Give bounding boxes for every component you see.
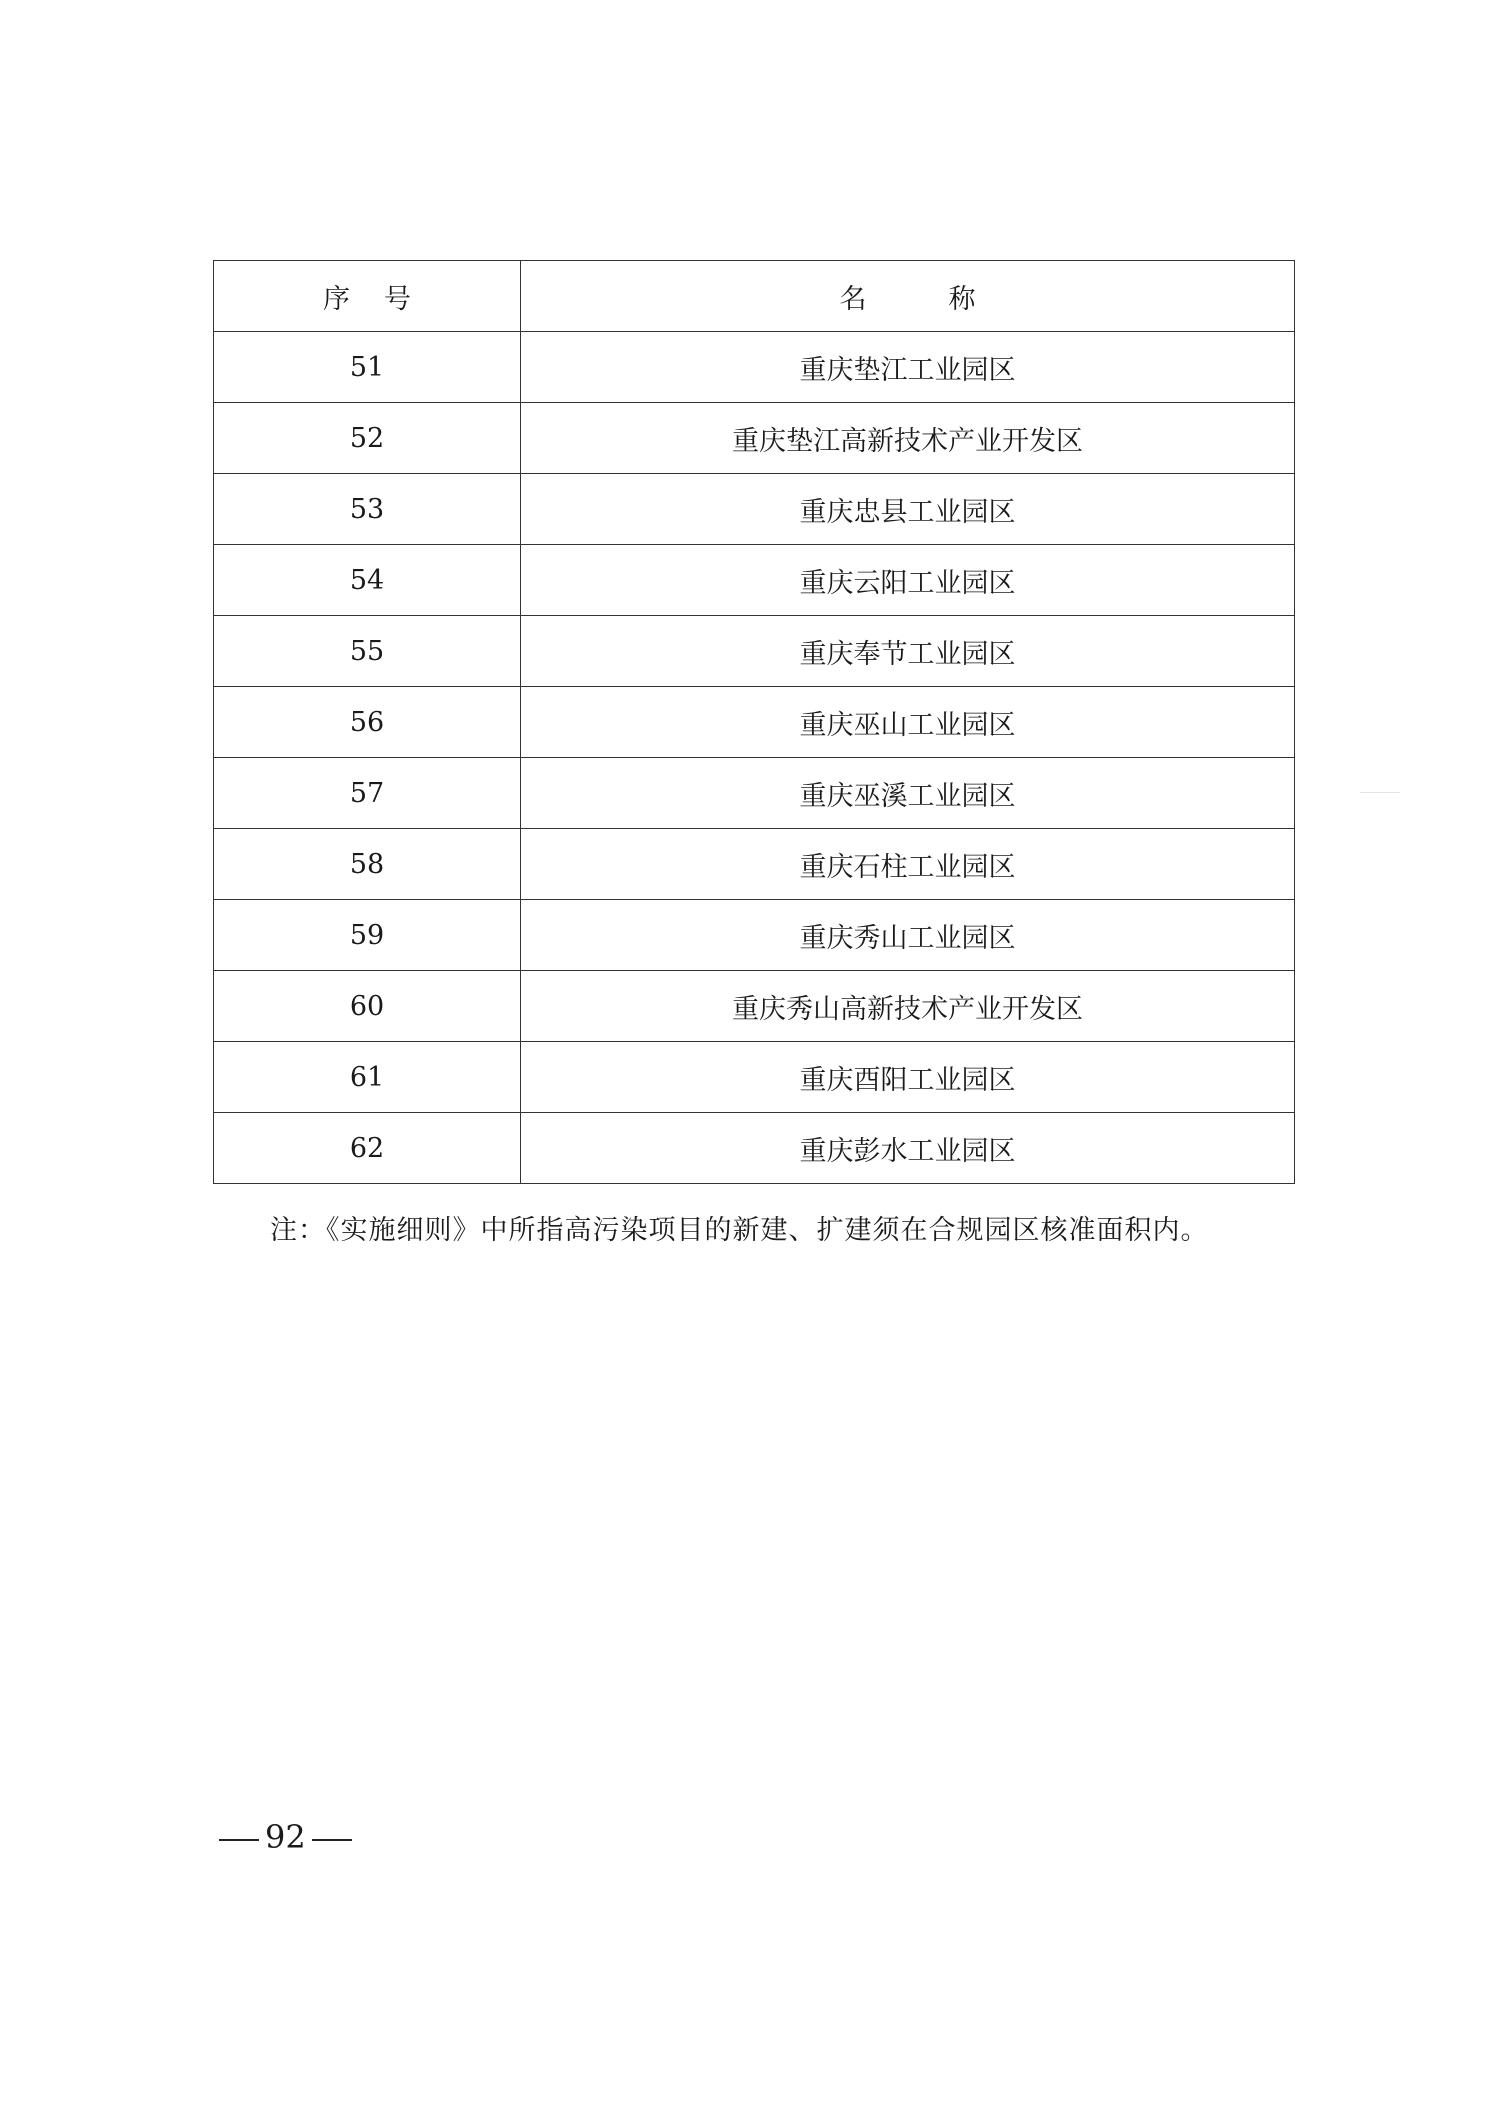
table-row [214, 687, 1295, 758]
row-number: 60 [214, 971, 521, 1042]
park-name: 重庆垫江工业园区 [521, 332, 1295, 403]
row-number: 59 [214, 900, 521, 971]
table-row [214, 403, 1295, 474]
table-row [214, 545, 1295, 616]
table-row [214, 971, 1295, 1042]
row-number: 54 [214, 545, 521, 616]
row-number: 55 [214, 616, 521, 687]
park-name: 重庆秀山工业园区 [521, 900, 1295, 971]
page-number [213, 1818, 358, 1856]
row-number: 51 [214, 332, 521, 403]
table-header-row [214, 261, 1295, 332]
table-row [214, 616, 1295, 687]
column-header-name: 名 称 [521, 261, 1295, 332]
park-name: 重庆巫溪工业园区 [521, 758, 1295, 829]
table-footnote: 注：《实施细则》中所指高污染项目的新建、扩建须在合规园区核准面积内。 [270, 1215, 1209, 1246]
row-number: 56 [214, 687, 521, 758]
table-row [214, 829, 1295, 900]
row-number: 61 [214, 1042, 521, 1113]
column-header-serial-number: 序 号 [214, 261, 521, 332]
table-row [214, 332, 1295, 403]
park-name: 重庆奉节工业园区 [521, 616, 1295, 687]
table-row [214, 900, 1295, 971]
park-name: 重庆酉阳工业园区 [521, 1042, 1295, 1113]
page-number-value: 92 [265, 1818, 306, 1856]
park-name: 重庆忠县工业园区 [521, 474, 1295, 545]
industrial-park-table [213, 260, 1295, 1184]
table-row [214, 1113, 1295, 1184]
row-number: 62 [214, 1113, 521, 1184]
dash-right [312, 1839, 352, 1841]
park-name: 重庆石柱工业园区 [521, 829, 1295, 900]
park-name: 重庆彭水工业园区 [521, 1113, 1295, 1184]
row-number: 52 [214, 403, 521, 474]
park-name: 重庆垫江高新技术产业开发区 [521, 403, 1295, 474]
scan-mark [1360, 792, 1400, 793]
row-number: 53 [214, 474, 521, 545]
dash-left [219, 1839, 259, 1841]
table-row [214, 474, 1295, 545]
park-name: 重庆巫山工业园区 [521, 687, 1295, 758]
row-number: 57 [214, 758, 521, 829]
table-row [214, 758, 1295, 829]
park-name: 重庆秀山高新技术产业开发区 [521, 971, 1295, 1042]
row-number: 58 [214, 829, 521, 900]
table-row [214, 1042, 1295, 1113]
park-name: 重庆云阳工业园区 [521, 545, 1295, 616]
